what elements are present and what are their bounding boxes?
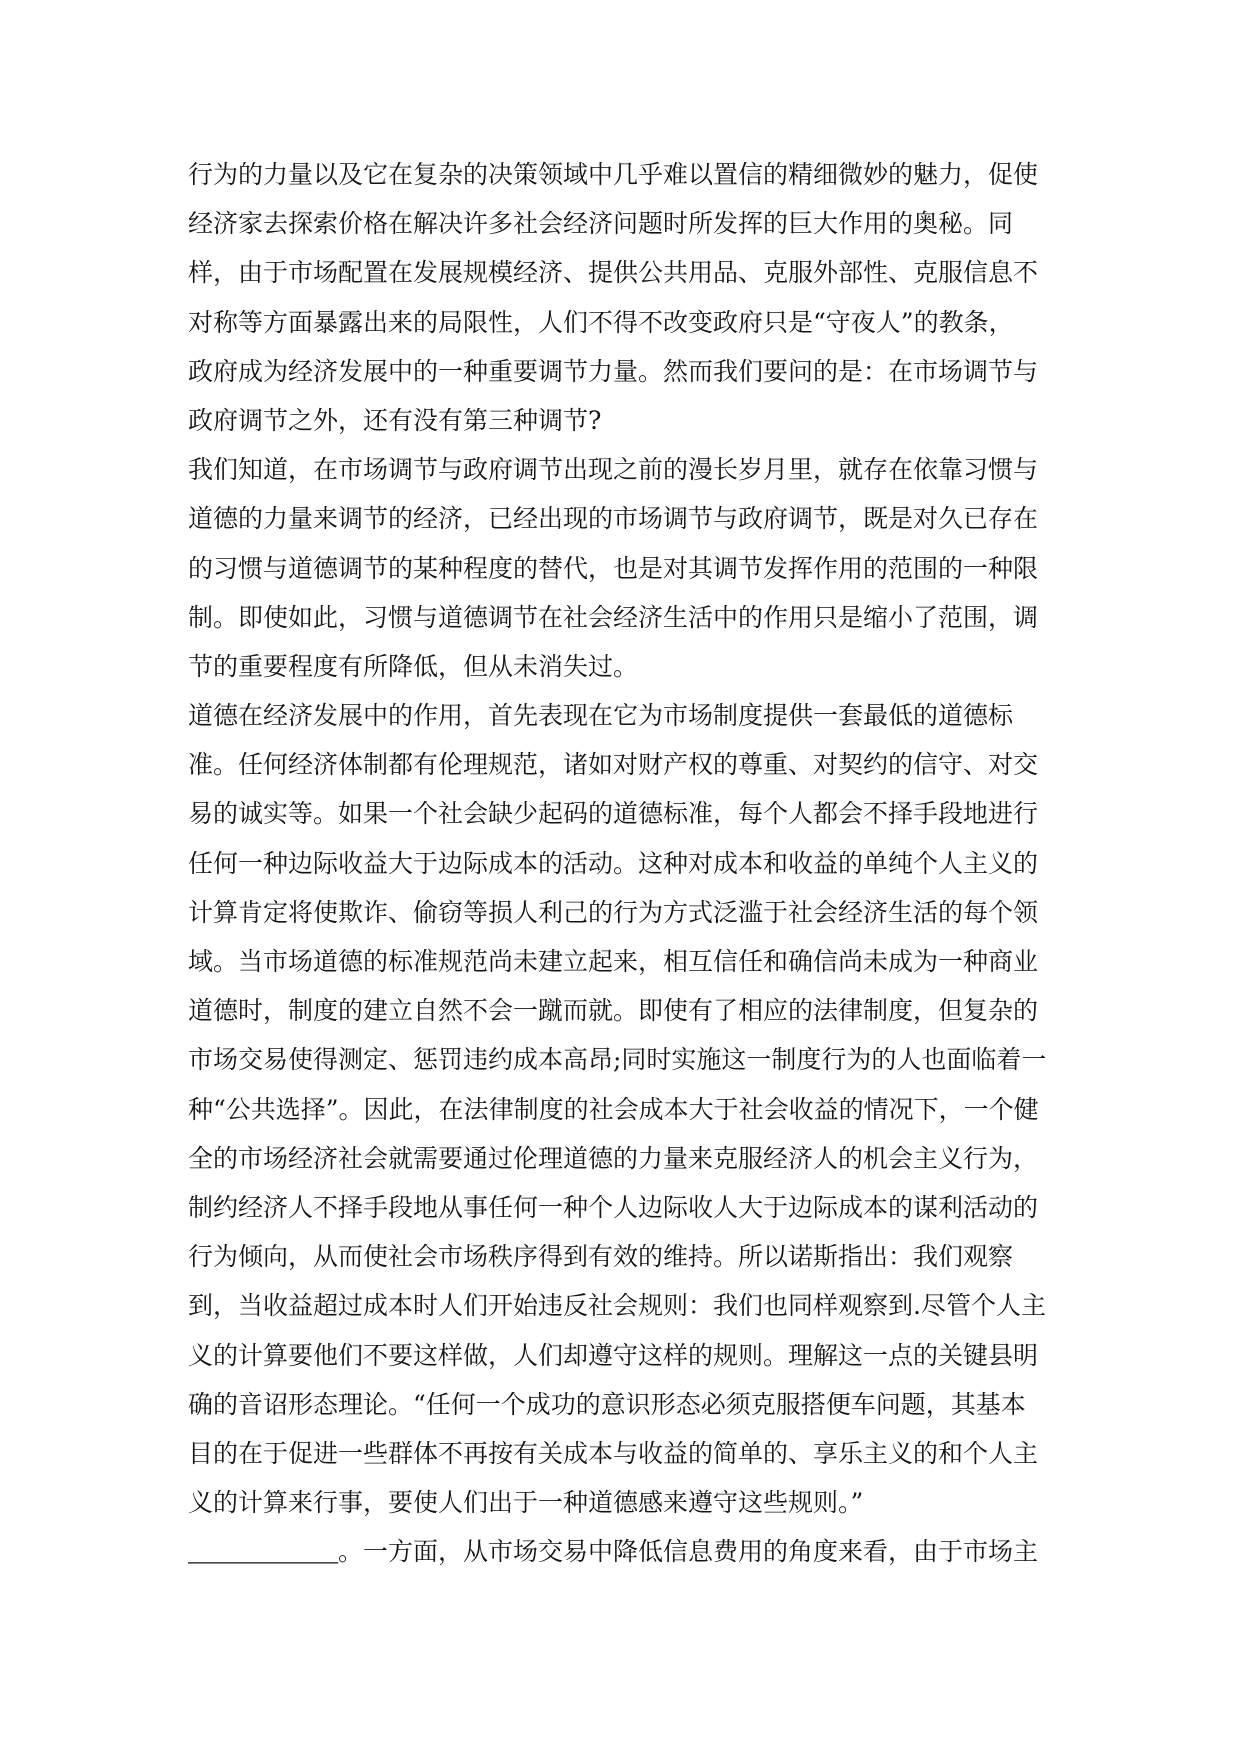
fill-in-blank: ____________ — [188, 1539, 338, 1567]
text-line: 节的重要程度有所降低，但从未消失过。 — [188, 651, 639, 681]
text-line: 全的市场经济社会就需要通过伦理道德的力量来克服经济人的机会主义行为， — [188, 1143, 1039, 1173]
text-line: 行为的力量以及它在复杂的决策领域中几乎难以置信的精细微妙的魅力，促使 — [188, 160, 1039, 189]
text-line: 义的计算要他们不要这样做，人们却遵守这样的规则。理解这一点的关键县明 — [188, 1340, 1039, 1370]
paragraph-2 — [188, 445, 1068, 691]
text-line: 我们知道，在市场调节与政府调节出现之前的漫长岁月里，就存在依靠习惯与 — [188, 455, 1039, 485]
text-line: 道德在经济发展中的作用，首先表现在它为市场制度提供一套最低的道德标 — [188, 701, 1014, 731]
text-line: 准。任何经济体制都有伦理规范，诸如对财产权的尊重、对契约的信守、对交 — [188, 750, 1039, 780]
text-line: 确的音诏形态理论。“任何一个成功的意识形态必须克服搭便车问题，其基本 — [188, 1389, 1026, 1419]
text-line: 任何一种边际收益大于边际成本的活动。这种对成本和收益的单纯个人主义的 — [188, 848, 1039, 878]
text-line: 政府调节之外，还有没有第三种调节? — [188, 405, 602, 435]
text-line: 的习惯与道德调节的某种程度的替代，也是对其调节发挥作用的范围的一种限 — [188, 553, 1039, 583]
paragraph-4 — [188, 1527, 1068, 1576]
text-line: 计算肯定将使欺诈、偷窃等损人利己的行为方式泛滥于社会经济生活的每个领 — [188, 897, 1039, 927]
text-line: 政府成为经济发展中的一种重要调节力量。然而我们要问的是：在市场调节与 — [188, 356, 1039, 386]
text-line: 行为倾向，从而使社会市场秩序得到有效的维持。所以诺斯指出：我们观察 — [188, 1242, 1014, 1272]
text-line: 道德时，制度的建立自然不会一蹴而就。即使有了相应的法律制度，但复杂的 — [188, 996, 1039, 1026]
paragraph-1 — [188, 150, 1068, 445]
text-line-rest: 。一方面，从市场交易中降低信息费用的角度来看，由于市场主 — [338, 1537, 1039, 1567]
text-line: 易的诚实等。如果一个社会缺少起码的道德标准，每个人都会不择手段地进行 — [188, 799, 1039, 829]
text-line: 域。当市场道德的标准规范尚未建立起来，相互信任和确信尚未成为一种商业 — [188, 947, 1039, 976]
paragraph-3 — [188, 691, 1068, 1527]
document-body — [188, 150, 1068, 1576]
text-line: 义的计算来行事，要使人们出于一种道德感来遵守这些规则。” — [188, 1488, 864, 1518]
text-line: 市场交易使得测定、惩罚违约成本高昂;同时实施这一制度行为的人也面临着一 — [188, 1045, 1047, 1075]
text-line — [188, 1527, 1068, 1576]
text-line: 制。即使如此，习惯与道德调节在社会经济生活中的作用只是缩小了范围，调 — [188, 602, 1039, 632]
text-line: 种“公共选择”。因此，在法律制度的社会成本大于社会收益的情况下，一个健 — [188, 1094, 1039, 1124]
text-line: 制约经济人不择手段地从事任何一种个人边际收人大于边际成本的谋利活动的 — [188, 1192, 1039, 1222]
text-line: 目的在于促进一些群体不再按有关成本与收益的简单的、享乐主义的和个人主 — [188, 1438, 1039, 1468]
text-line: 样，由于市场配置在发展规模经济、提供公共用品、克服外部性、克服信息不 — [188, 258, 1039, 288]
text-line: 道德的力量来调节的经济，已经出现的市场调节与政府调节，既是对久已存在 — [188, 504, 1039, 534]
text-line: 对称等方面暴露出来的局限性，人们不得不改变政府只是“守夜人”的教条， — [188, 307, 1014, 337]
text-line: 经济家去探索价格在解决许多社会经济问题时所发挥的巨大作用的奥秘。同 — [188, 209, 1014, 239]
text-line: 到，当收益超过成本时人们开始违反社会规则：我们也同样观察到.尽管个人主 — [188, 1291, 1046, 1321]
